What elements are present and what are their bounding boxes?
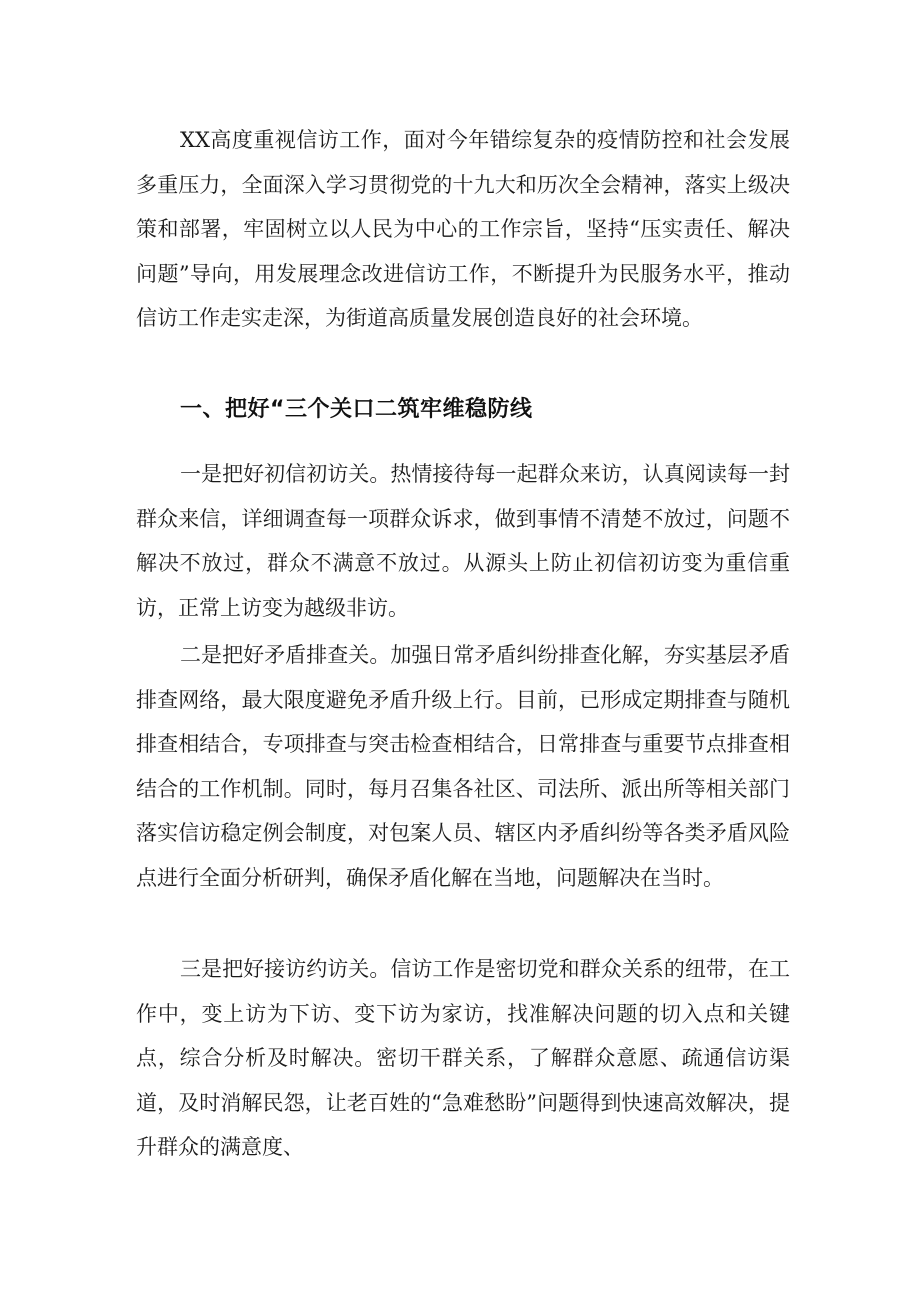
paragraph-visit-reception: 三是把好接访约访关。信访工作是密切党和群众关系的纽带，在工作中，变上访为下访、变下访为家访，找准解决问题的切入点和关键点，综合分析及时解决。密切干群关系，了解群众意愿、疏通信访渠道，及时消解民怨，让老百姓的“急难愁盼”问题得到快速高效解决，提升群众的满意度、 [136,957,790,1159]
intro-paragraph: XX高度重视信访工作，面对今年错综复杂的疫情防控和社会发展多重压力，全面深入学习贯彻党的十九大和历次全会精神，落实上级决策和部署，牢固树立以人民为中心的工作宗旨，坚持“压实责任、解决问题”导向，用发展理念改进信访工作，不断提升为民服务水平，推动信访工作走实走深，为街道高质量发展创造良好的社会环境。 [136,128,790,330]
section-heading: 一、把好“三个关口二筑牢维稳防线 [180,397,533,422]
paragraph-conflict-screening: 二是把好矛盾排查关。加强日常矛盾纠纷排查化解，夯实基层矛盾排查网络，最大限度避免矛盾升级上行。目前，已形成定期排查与随机排查相结合，专项排查与突击检查相结合，日常排查与重要节点排查相结合的工作机制。同时，每月召集各社区、司法所、派出所等相关部门落实信访稳定例会制度，对包案人员、辖区内矛盾纠纷等各类矛盾风险点进行全面分析研判，确保矛盾化解在当地，问题解决在当时。 [136,643,790,890]
paragraph-initial-petitions: 一是把好初信初访关。热情接待每一起群众来访，认真阅读每一封群众来信，详细调查每一项群众诉求，做到事情不清楚不放过，问题不解决不放过，群众不满意不放过。从源头上防止初信初访变为重信重访，正常上访变为越级非访。 [136,462,790,620]
